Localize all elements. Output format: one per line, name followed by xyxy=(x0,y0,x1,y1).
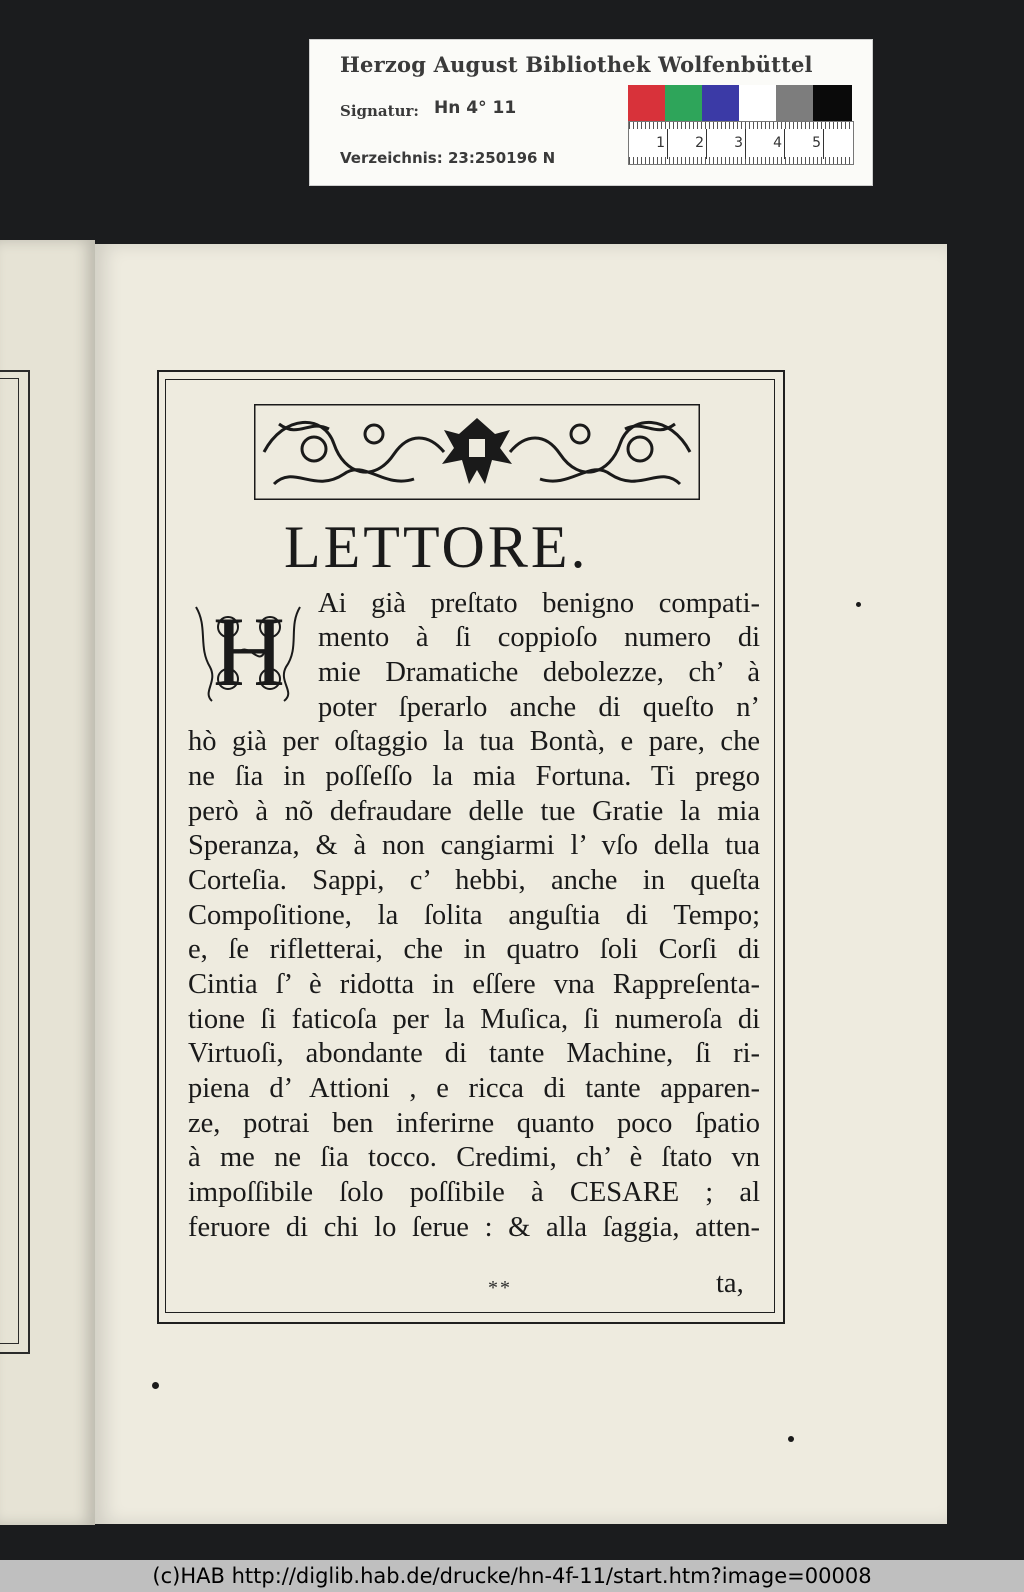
signatur-label: Signatur: xyxy=(340,102,419,120)
color-swatches xyxy=(628,85,852,121)
text-line: Virtuoſi, abondante di tante Machine, ſi ri- xyxy=(188,1038,760,1069)
footer-credit: (c)HAB http://diglib.hab.de/drucke/hn-4f-11/start.htm?image=00008 xyxy=(0,1560,1024,1592)
text-line: e, ſe rifletterai, che in quatro ſoli Corſi di xyxy=(188,934,760,965)
ruler-tick-label: 4 xyxy=(746,129,785,159)
text-line: tione ſi faticoſa per la Muſica, ſi numeroſa di xyxy=(188,1004,760,1035)
text-line: feruore di chi lo ſerue : & alla ſaggia, atten- xyxy=(188,1212,760,1243)
text-line: Corteſia. Sappi, c’ hebbi, anche in queſta xyxy=(188,865,760,896)
text-line: Cintia ſ’ è ridotta in eſſere vna Rappreſenta- xyxy=(188,969,760,1000)
verzeichnis-label: Verzeichnis: 23:250196 N xyxy=(340,149,556,167)
page-heading: LETTORE. xyxy=(284,514,589,580)
specks xyxy=(152,1382,159,1389)
decorated-initial-h xyxy=(188,597,310,709)
color-swatch xyxy=(813,85,852,121)
specks xyxy=(788,1436,794,1442)
catchword: ta, xyxy=(716,1268,744,1299)
initial-letter: H xyxy=(212,597,286,707)
text-line: poter ſperarlo anche di queſto n’ xyxy=(318,692,760,723)
color-swatch xyxy=(628,85,665,121)
color-swatch xyxy=(739,85,776,121)
left-page-frame-inner xyxy=(0,378,19,1344)
color-target-card xyxy=(309,39,873,186)
text-line: hò già per oſtaggio la tua Bontà, e pare, che xyxy=(188,726,760,757)
library-name: Herzog August Bibliothek Wolfenbüttel xyxy=(340,52,813,77)
text-line: mento à ſi coppioſo numero di xyxy=(318,622,760,653)
scale-ruler xyxy=(628,121,854,165)
text-line: à me ne ſia tocco. Credimi, ch’ è ſtato vn xyxy=(188,1142,760,1173)
specks xyxy=(856,602,861,607)
color-swatch xyxy=(665,85,702,121)
woodcut-ornament-headpiece xyxy=(254,404,700,500)
signature-mark: ** xyxy=(488,1277,512,1299)
text-line: ne ſia in poſſeſſo la mia Fortuna. Ti prego xyxy=(188,761,760,792)
text-line: Ai già preſtato benigno compati- xyxy=(318,588,760,619)
text-line: Speranza, & à non cangiarmi l’ vſo della tua xyxy=(188,830,760,861)
text-line: però à nõ defraudare delle tue Gratie la mia xyxy=(188,796,760,827)
text-line: piena d’ Attioni , e ricca di tante apparen- xyxy=(188,1073,760,1104)
signatur-value: Hn 4° 11 xyxy=(434,98,517,118)
color-swatch xyxy=(702,85,739,121)
ruler-tick-label: 5 xyxy=(785,129,824,159)
color-swatch xyxy=(776,85,813,121)
text-line: impoſſibile ſolo poſſibile à CESARE ; al xyxy=(188,1177,760,1208)
text-line: ze, potrai ben inferirne quanto poco ſpatio xyxy=(188,1108,760,1139)
ruler-tick-label: 3 xyxy=(707,129,746,159)
text-line: Compoſitione, la ſolita anguſtia di Tempo; xyxy=(188,900,760,931)
ruler-ticks xyxy=(629,129,853,159)
text-line: mie Dramatiche debolezze, ch’ à xyxy=(318,657,760,688)
ruler-tick-label: 1 xyxy=(629,129,668,159)
ruler-tick-label: 2 xyxy=(668,129,707,159)
